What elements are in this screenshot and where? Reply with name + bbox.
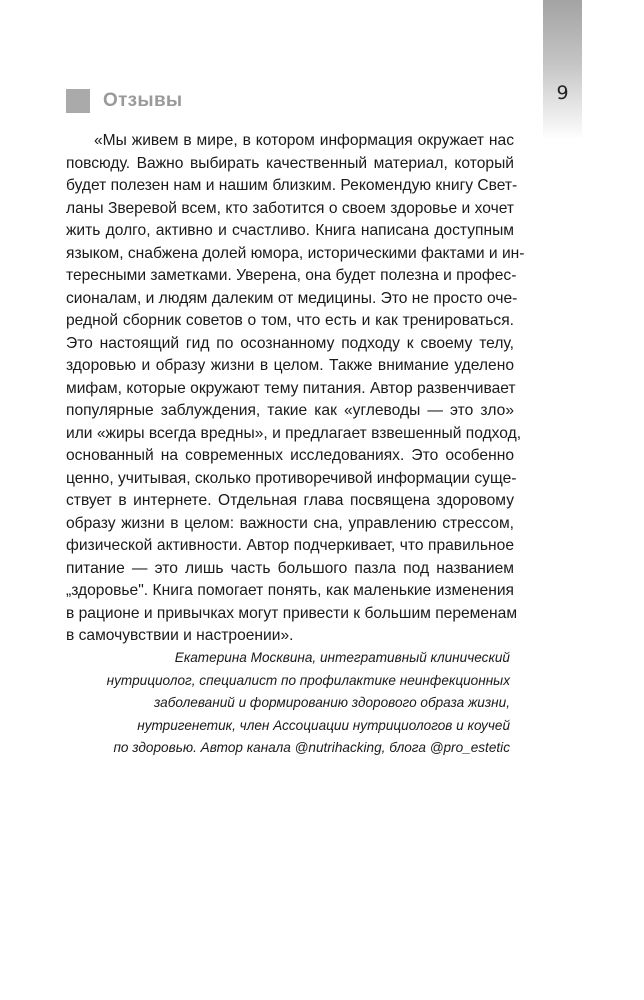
review-line: основанный на современных исследованиях. Это особенно	[66, 447, 514, 464]
page-number-tab	[543, 0, 582, 140]
review-line: жить долго, активно и счастливо. Книга написана доступным	[66, 222, 514, 239]
page-number: 9	[556, 82, 569, 104]
review-line: «Мы живем в мире, в котором информация окружает нас	[94, 132, 514, 149]
review-line: здоровью и образу жизни в целом. Также внимание уделено	[66, 357, 514, 374]
review-line: редной сборник советов о том, что есть и как тренироваться.	[66, 312, 514, 329]
review-line: ценно, учитывая, сколько противоречивой информации суще-	[66, 469, 517, 487]
review-line: питание — это лишь часть большого пазла под названием	[66, 559, 514, 577]
review-line: образу жизни в целом: важности сна, управлению стрессом,	[66, 514, 514, 532]
section-title: Отзывы	[103, 90, 183, 111]
section-marker-square	[66, 89, 90, 113]
review-line: языком, снабжена долей юмора, историческими фактами и ин-	[66, 244, 525, 262]
review-line: будет полезен нам и нашим близким. Рекомендую книгу Свет-	[66, 177, 518, 194]
review-line: в рационе и привычках могут привести к большим переменам	[66, 604, 518, 622]
attribution-line: заболеваний и формированию здорового образа жизни,	[154, 695, 510, 710]
review-text	[66, 130, 525, 648]
attribution-line: нутригенетик, член Ассоциации нутрициологов и коучей	[137, 717, 510, 733]
review-line: повсюду. Важно выбирать качественный материал, который	[66, 154, 514, 172]
review-line: физической активности. Автор подчеркивает, что правильное	[66, 537, 514, 554]
review-attribution	[66, 647, 510, 760]
review-line: Это настоящий гид по осознанному подходу к своему телу,	[66, 334, 514, 352]
review-line: ланы Зверевой всем, кто заботится о своем здоровье и хочет	[66, 199, 514, 217]
section-header	[66, 88, 182, 114]
review-line: тересными заметками. Уверена, она будет полезна и профес-	[66, 267, 517, 284]
review-line: популярные заблуждения, такие как «углеводы — это зло»	[66, 402, 514, 419]
review-line: в самочувствии и настроении».	[66, 627, 294, 644]
attribution-line: по здоровью. Автор канала @nutrihacking, блога @pro_estetic	[113, 740, 510, 755]
review-line: мифам, которые окружают тему питания. Автор развенчивает	[66, 379, 516, 397]
review-line: ствует в интернете. Отдельная глава посвящена здоровому	[66, 492, 514, 509]
review-line: сионалам, и людям далеким от медицины. Это не просто оче-	[66, 289, 518, 307]
review-line: „здоровье". Книга помогает понять, как маленькие изменения	[66, 582, 514, 599]
attribution-line: Екатерина Москвина, интегративный клинический	[174, 650, 510, 665]
review-line: или «жиры всегда вредны», и предлагает взвешенный подход,	[66, 424, 522, 442]
attribution-line: нутрициолог, специалист по профилактике неинфекционных	[106, 672, 510, 688]
